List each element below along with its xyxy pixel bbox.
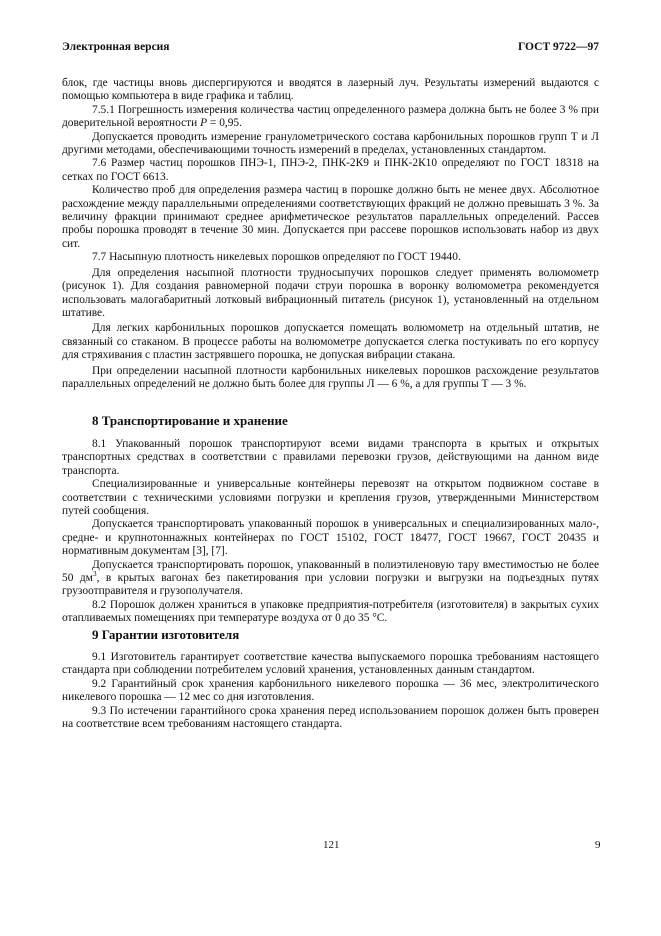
page-number-center: 121: [323, 839, 340, 851]
paragraph: При определении насыпной плотности карбонильных никелевых порошков расхождение результатов параллельных определений не должно быть более для группы Л — 6 %, а для группы Т — 3 %.: [62, 364, 599, 390]
paragraph-7-6: 7.6 Размер частиц порошков ПНЭ-1, ПНЭ-2, ПНК-2К9 и ПНК-2К10 определяют по ГОСТ 18318 на сетках по ГОСТ 6613.: [62, 157, 599, 183]
section-9-body: [62, 651, 599, 731]
paragraph-7-7: 7.7 Насыпную плотность никелевых порошков определяют по ГОСТ 19440.: [92, 251, 461, 264]
paragraph: Количество проб для определения размера частиц в порошке должно быть не менее двух. Абсолютное расхождение между параллельными определениями соответствующих фракций не должно превышать 3 %. За величину фракции принимают среднее арифметическое результатов параллельных определений. Рассев пробы порошка проводят в течение 30 мин. Допускается при рассеве порошков использовать набор из двух сит.: [62, 184, 599, 250]
paragraph: блок, где частицы вновь диспергируются и вводятся в лазерный луч. Результаты измерений выдаются с помощью компьютера в виде графика и таблиц.: [62, 77, 599, 103]
paragraph-text: 7.5.1 Погрешность измерения количества частиц определенного размера должна быть не более 3 % при доверительной вероятности: [62, 103, 599, 130]
paragraph: Для определения насыпной плотности трудносыпучих порошков следует применять волюмометр (рисунок 1). Для создания равномерной подачи струи порошка в воронку волюмометра рекомендуется использовать малогабаритный лотковый вибрационный питатель (рисунок 1), установленный на отдельном штативе.: [62, 266, 599, 319]
formula-value: = 0,95.: [207, 117, 242, 130]
paragraph-9-1: 9.1 Изготовитель гарантирует соответствие качества выпускаемого порошка требованиям настоящего стандарта при соблюдении потребителем условий хранения, установленных данным стандартом.: [62, 651, 599, 677]
section-9-heading: 9 Гарантии изготовителя: [92, 627, 240, 642]
paragraph-8-2: 8.2 Порошок должен храниться в упаковке предприятия-потребителя (изготовителя) в закрытых сухих отапливаемых помещениях при температуре воздуха от 0 до 35 °С.: [62, 598, 599, 625]
paragraph: Для легких карбонильных порошков допускается помещать волюмометр на отдельный штатив, не связанный со стаканом. В процессе работы на волюмометре допускается слегка постукивать по его корпусу для стряхивания с пластин застрявшего порошка, не допуская вибрации стакана.: [62, 322, 599, 362]
formula-variable: P: [200, 117, 208, 130]
header-standard-number: ГОСТ 9722—97: [518, 41, 599, 53]
section-8-heading: 8 Транспортирование и хранение: [92, 413, 288, 428]
paragraph-text: Допускается транспортировать порошок, упакованный в полиэтиленовую тару вместимостью не более 50 дм: [62, 558, 599, 585]
paragraph: Допускается проводить измерение гранулометрического состава карбонильных порошков групп Т и Л другими методами, обеспечивающими точность измерений в пределах, установленных стандартом.: [62, 130, 599, 157]
section-8-body: [62, 438, 599, 626]
paragraph-9-2: 9.2 Гарантийный срок хранения карбонильного никелевого порошка — 36 мес, электролитического никелевого порошка — 12 мес со дня изготовления.: [62, 677, 599, 704]
paragraph: Специализированные и универсальные контейнеры перевозят на открытом подвижном составе в соответствии с техническими условиями погрузки и крепления грузов, утвержденными Министерством путей сообщения.: [62, 478, 599, 518]
page-number-right: 9: [595, 839, 601, 851]
paragraph-9-3: 9.3 По истечении гарантийного срока хранения перед использованием порошок должен быть проверен на соответствие всем требованиям настоящего стандарта.: [62, 704, 599, 731]
superscript: 3: [92, 569, 97, 579]
header-edition-label: Электронная версия: [62, 41, 170, 53]
paragraph: Допускается транспортировать упакованный порошок в универсальных и специализированных мало-, средне- и крупнотоннажных контейнерах по ГОСТ 15102, ГОСТ 18477, ГОСТ 19667, ГОСТ 20435 и нормативным документам [3], [7].: [62, 518, 599, 558]
section-7-continuation: [62, 77, 599, 391]
paragraph-text: , в крытых вагонах без пакетирования при условии погрузки и выгрузки на подъездных путях грузоотправителя и грузополучателя.: [62, 572, 599, 598]
paragraph-8-1: 8.1 Упакованный порошок транспортируют всеми видами транспорта в крытых и открытых транспортных средствах в соответствии с правилами перевозки грузов, действующими на данном виде транспорта.: [62, 438, 599, 477]
paragraph-7-5-1: [62, 104, 599, 131]
paragraph: [62, 559, 599, 599]
